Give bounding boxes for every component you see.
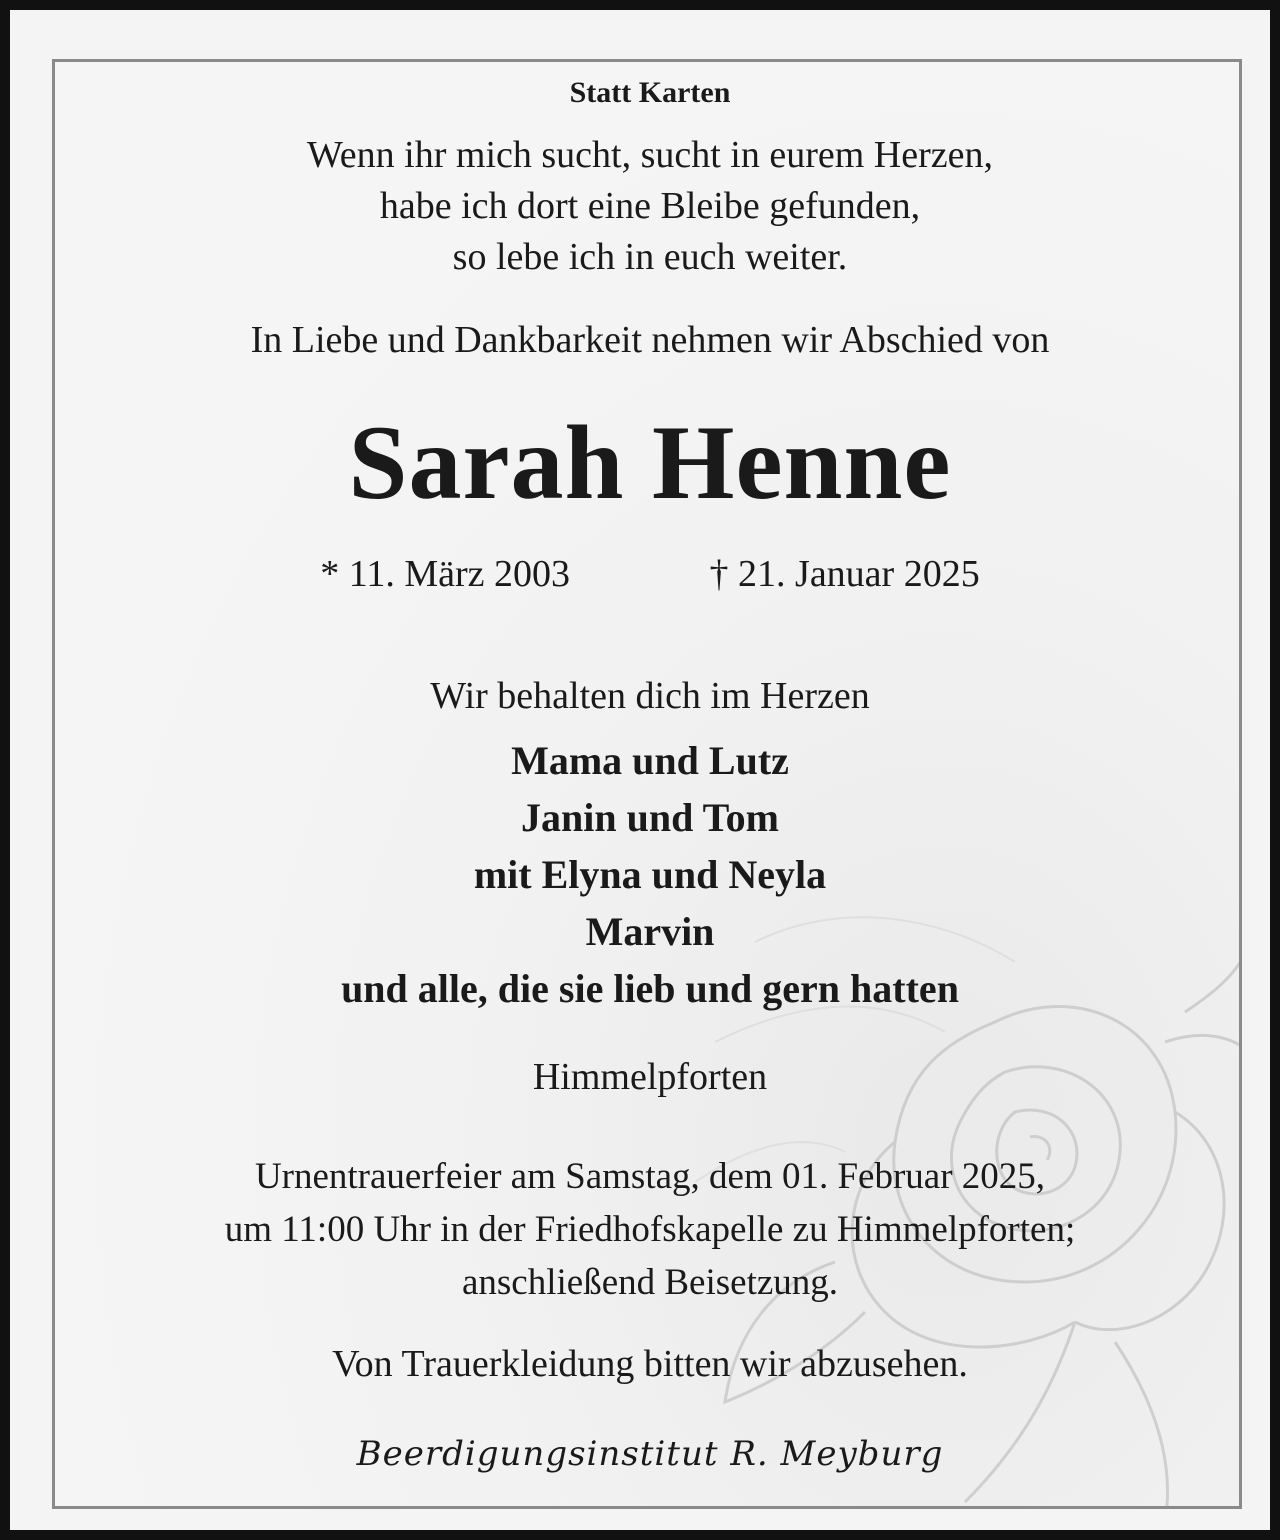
mourners-intro: Wir behalten dich im Herzen	[430, 675, 870, 717]
death-date: † 21. Januar 2025	[709, 553, 980, 595]
family-list	[55, 732, 1242, 1017]
farewell-intro: In Liebe und Dankbarkeit nehmen wir Abschied von	[250, 319, 1050, 361]
ceremony-line: um 11:00 Uhr in der Friedhofskapelle zu Himmelpforten;	[224, 1209, 1076, 1250]
birth-date: * 11. März 2003	[320, 553, 571, 595]
ceremony-line: Urnentrauerfeier am Samstag, dem 01. Februar 2025,	[254, 1156, 1046, 1197]
family-line: und alle, die sie lieb und gern hatten	[341, 966, 959, 1011]
statt-karten-heading: Statt Karten	[569, 76, 731, 109]
ceremony-details	[55, 1150, 1242, 1309]
dress-note: Von Trauerkleidung bitten wir abzusehen.	[332, 1343, 968, 1385]
verse-line: habe ich dort eine Bleibe gefunden,	[379, 185, 921, 227]
funeral-home-signature: Beerdigungsinstitut R. Meyburg	[356, 1434, 944, 1474]
family-line: Mama und Lutz	[511, 738, 789, 783]
life-dates	[55, 552, 1242, 596]
ceremony-line: anschließend Beisetzung.	[461, 1262, 839, 1303]
family-line: mit Elyna und Neyla	[473, 852, 827, 897]
memorial-verse	[55, 130, 1242, 283]
verse-line: so lebe ich in euch weiter.	[452, 236, 848, 278]
obituary-inner-frame	[52, 59, 1242, 1509]
deceased-name: Sarah Henne	[348, 404, 952, 521]
verse-line: Wenn ihr mich sucht, sucht in eurem Herzen,	[306, 134, 993, 176]
family-line: Marvin	[585, 909, 715, 954]
place-name: Himmelpforten	[532, 1056, 768, 1098]
family-line: Janin und Tom	[521, 795, 779, 840]
